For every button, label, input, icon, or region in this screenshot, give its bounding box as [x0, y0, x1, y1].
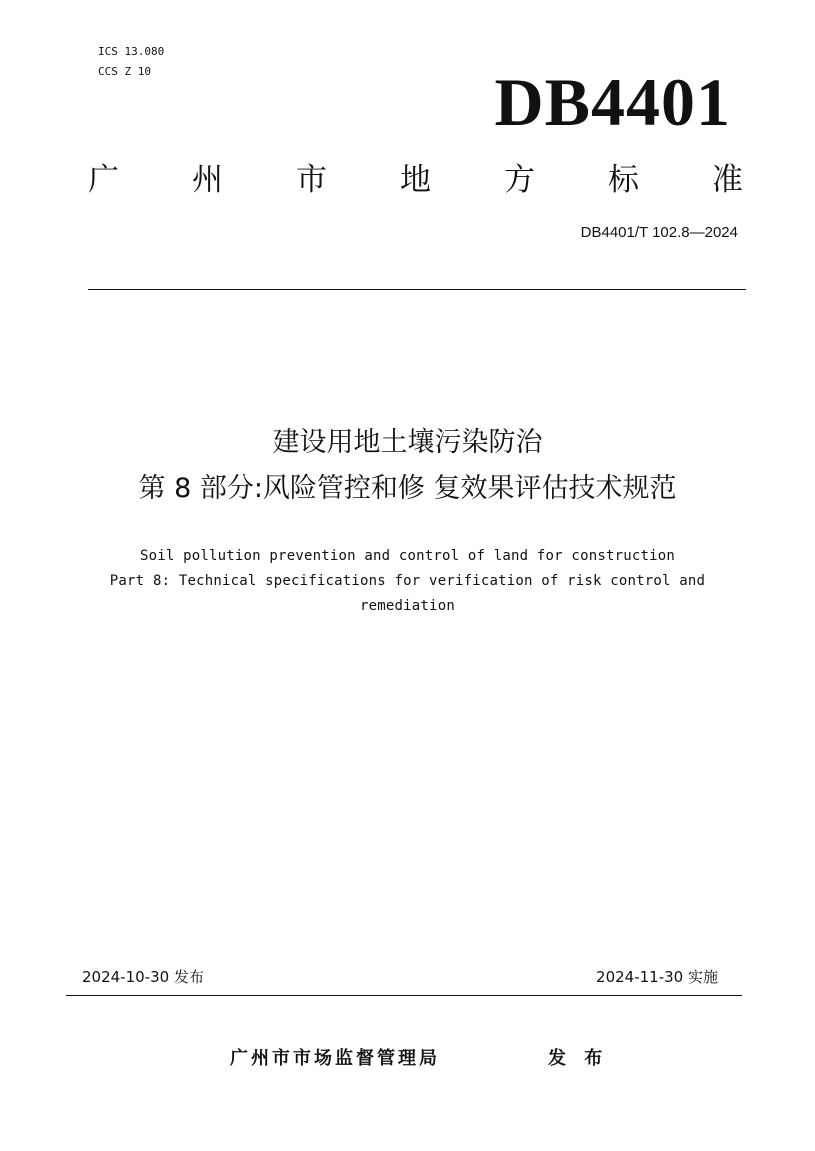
standard-name-char: 准	[712, 162, 743, 198]
classification-codes	[98, 42, 164, 82]
english-title-line-2: Part 8: Technical specifications for verification of risk control and	[109, 573, 706, 589]
english-title-line-1: Soil pollution prevention and control of land for construction	[140, 548, 675, 564]
publish-label: 发 布	[548, 1048, 609, 1069]
standard-name-char: 州	[192, 162, 223, 198]
english-title	[0, 544, 815, 619]
issue-date: 2024-10-30 发布	[82, 968, 204, 986]
chinese-title-line-1: 建设用地土壤污染防治	[272, 427, 543, 458]
db4401-logo: DB4401	[494, 64, 731, 140]
standard-name-char: 方	[504, 162, 535, 198]
publisher-name: 广州市市场监督管理局	[230, 1048, 440, 1069]
standard-number: DB4401/T 102.8—2024	[580, 224, 738, 241]
chinese-title	[0, 420, 815, 512]
top-divider	[88, 289, 746, 290]
english-title-line-3: remediation	[360, 598, 455, 614]
chinese-title-line-2: 第 8 部分:风险管控和修 复效果评估技术规范	[138, 473, 677, 504]
standard-name-char: 地	[400, 162, 431, 198]
ics-code: ICS 13.080	[98, 45, 165, 58]
bottom-divider	[66, 995, 742, 996]
standard-name-char: 市	[296, 162, 327, 198]
standard-type-name	[88, 160, 743, 200]
standard-name-char: 标	[608, 162, 639, 198]
implementation-date: 2024-11-30 实施	[596, 968, 718, 986]
standard-name-char: 广	[88, 162, 119, 198]
ccs-code: CCS Z 10	[98, 65, 151, 78]
